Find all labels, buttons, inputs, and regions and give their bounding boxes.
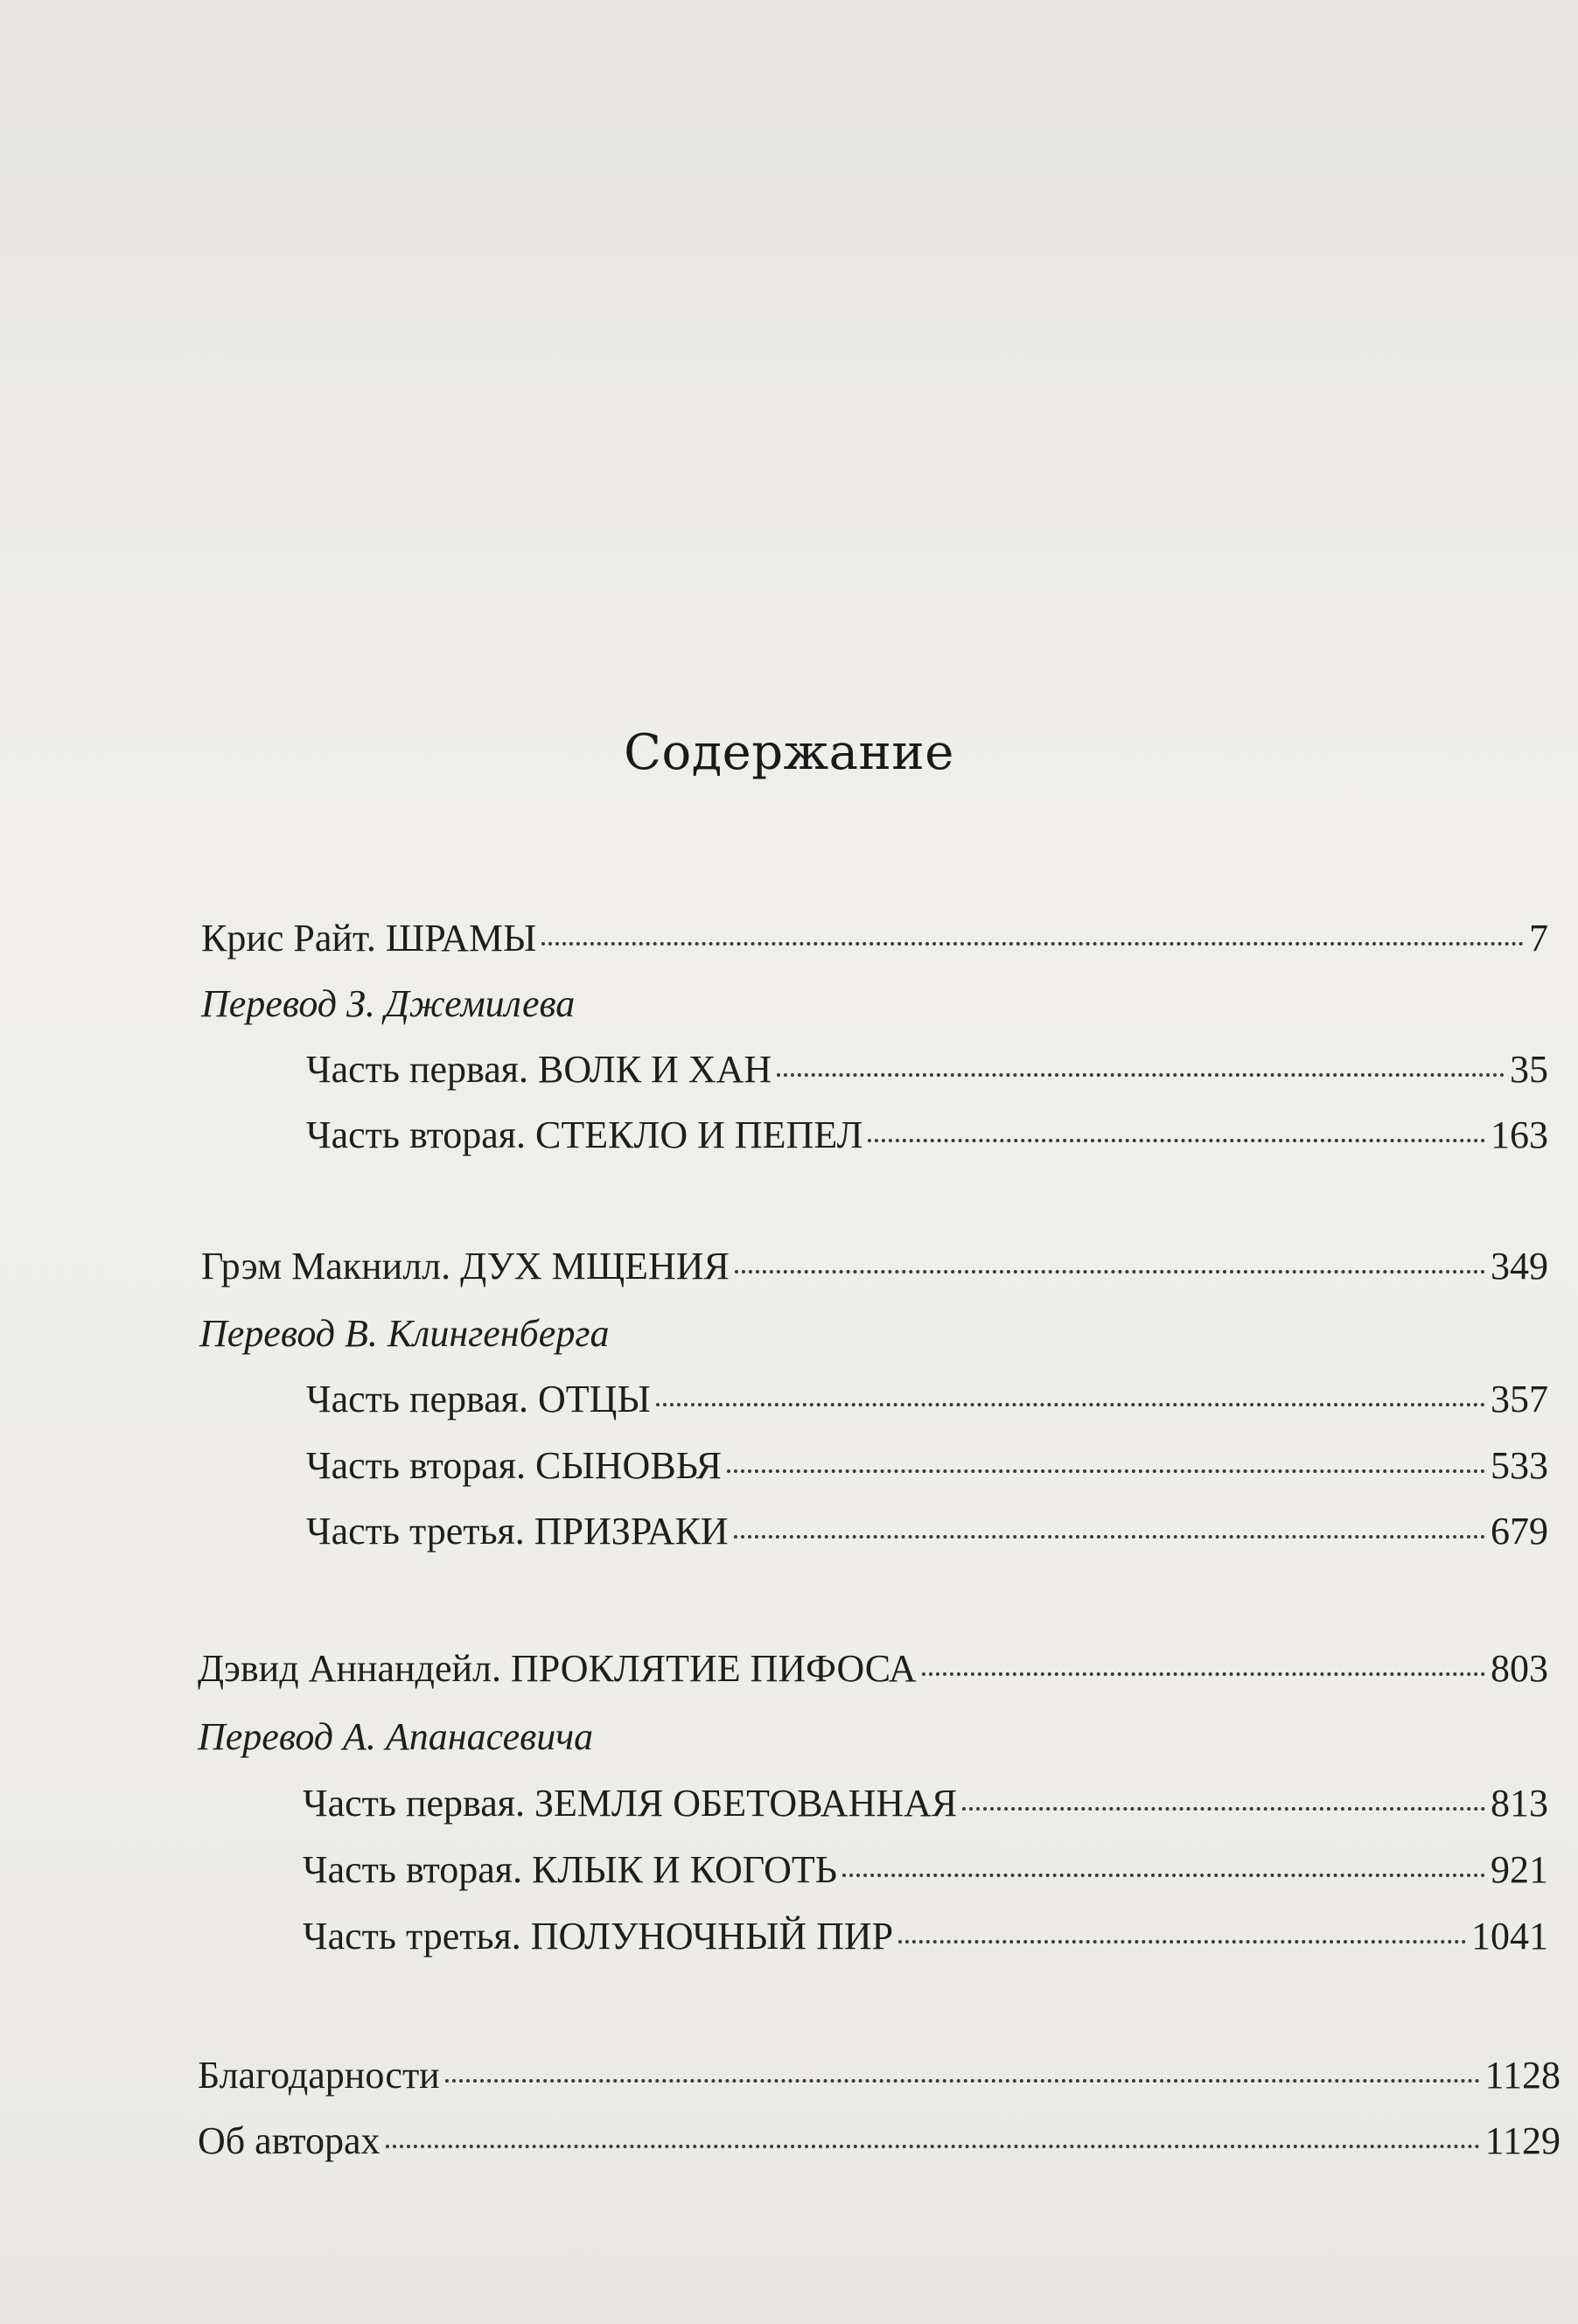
- dot-leader: [777, 1073, 1505, 1077]
- toc-entry-label: Часть третья. ПРИЗРАКИ: [306, 1510, 729, 1553]
- toc-entry-about-authors[interactable]: [198, 2117, 1561, 2166]
- toc-entry-part[interactable]: [306, 1045, 1548, 1094]
- toc-page-number: 7: [1529, 917, 1548, 960]
- toc-page-number: 1128: [1484, 2054, 1561, 2097]
- toc-entry-book-1[interactable]: [201, 914, 1548, 963]
- toc-entry-part[interactable]: [306, 1111, 1548, 1160]
- toc-page-number: 679: [1491, 1510, 1548, 1553]
- dot-leader: [727, 1469, 1485, 1473]
- toc-entry-label: Часть вторая. СЫНОВЬЯ: [306, 1444, 722, 1487]
- dot-leader: [962, 1807, 1485, 1811]
- toc-entry-label: Часть первая. ЗЕМЛЯ ОБЕТОВАННАЯ: [303, 1782, 958, 1825]
- toc-entry-part[interactable]: [303, 1846, 1548, 1895]
- toc-entry-label: Грэм Макнилл. ДУХ МЩЕНИЯ: [201, 1245, 730, 1288]
- dot-leader: [445, 2079, 1480, 2083]
- toc-page-number: 35: [1510, 1048, 1548, 1091]
- toc-entry-book-2[interactable]: [201, 1242, 1548, 1291]
- translator-credit: Перевод В. Клингенберга: [199, 1312, 610, 1355]
- toc-entry-part[interactable]: [306, 1507, 1548, 1556]
- toc-page-number: 1041: [1471, 1915, 1548, 1958]
- dot-leader: [386, 2145, 1480, 2148]
- dot-leader: [898, 1940, 1466, 1944]
- dot-leader: [842, 1874, 1485, 1877]
- toc-entry-label: Дэвид Аннандейл. ПРОКЛЯТИЕ ПИФОСА: [198, 1647, 917, 1690]
- dot-leader: [541, 942, 1524, 946]
- toc-entry-label: Благодарности: [198, 2054, 440, 2097]
- toc-entry-part[interactable]: [306, 1441, 1548, 1490]
- dot-leader: [656, 1403, 1485, 1406]
- dot-leader: [922, 1672, 1485, 1676]
- toc-page-number: 163: [1491, 1113, 1548, 1156]
- toc-page-number: 803: [1491, 1647, 1548, 1690]
- toc-entry-label: Крис Райт. ШРАМЫ: [201, 917, 537, 960]
- toc-page-number: 349: [1491, 1245, 1548, 1288]
- toc-entry-label: Часть третья. ПОЛУНОЧНЫЙ ПИР: [303, 1915, 894, 1958]
- dot-leader: [868, 1139, 1485, 1142]
- toc-entry-label: Часть вторая. КЛЫК И КОГОТЬ: [303, 1848, 838, 1891]
- toc-entry-label: Часть первая. ВОЛК И ХАН: [306, 1048, 772, 1091]
- toc-page-number: 357: [1491, 1378, 1548, 1420]
- toc-entry-book-3[interactable]: [198, 1644, 1548, 1693]
- toc-entry-label: Часть вторая. СТЕКЛО И ПЕПЕЛ: [306, 1113, 863, 1156]
- page-title: Содержание: [624, 724, 954, 781]
- toc-page-number: 813: [1491, 1782, 1548, 1825]
- toc-entry-part[interactable]: [306, 1375, 1548, 1424]
- toc-entry-label: Часть первая. ОТЦЫ: [306, 1378, 651, 1420]
- dot-leader: [734, 1535, 1485, 1539]
- translator-credit: Перевод А. Апанасевича: [198, 1715, 594, 1758]
- toc-page-number: 1129: [1484, 2119, 1561, 2162]
- toc-entry-acknowledgements[interactable]: [198, 2051, 1561, 2100]
- toc-entry-part[interactable]: [303, 1912, 1548, 1961]
- toc-entry-label: Об авторах: [198, 2119, 381, 2162]
- dot-leader: [735, 1270, 1485, 1274]
- toc-page-number: 921: [1491, 1848, 1548, 1891]
- translator-credit: Перевод З. Джемилева: [201, 982, 576, 1025]
- toc-entry-part[interactable]: [303, 1779, 1548, 1828]
- toc-page-number: 533: [1491, 1444, 1548, 1487]
